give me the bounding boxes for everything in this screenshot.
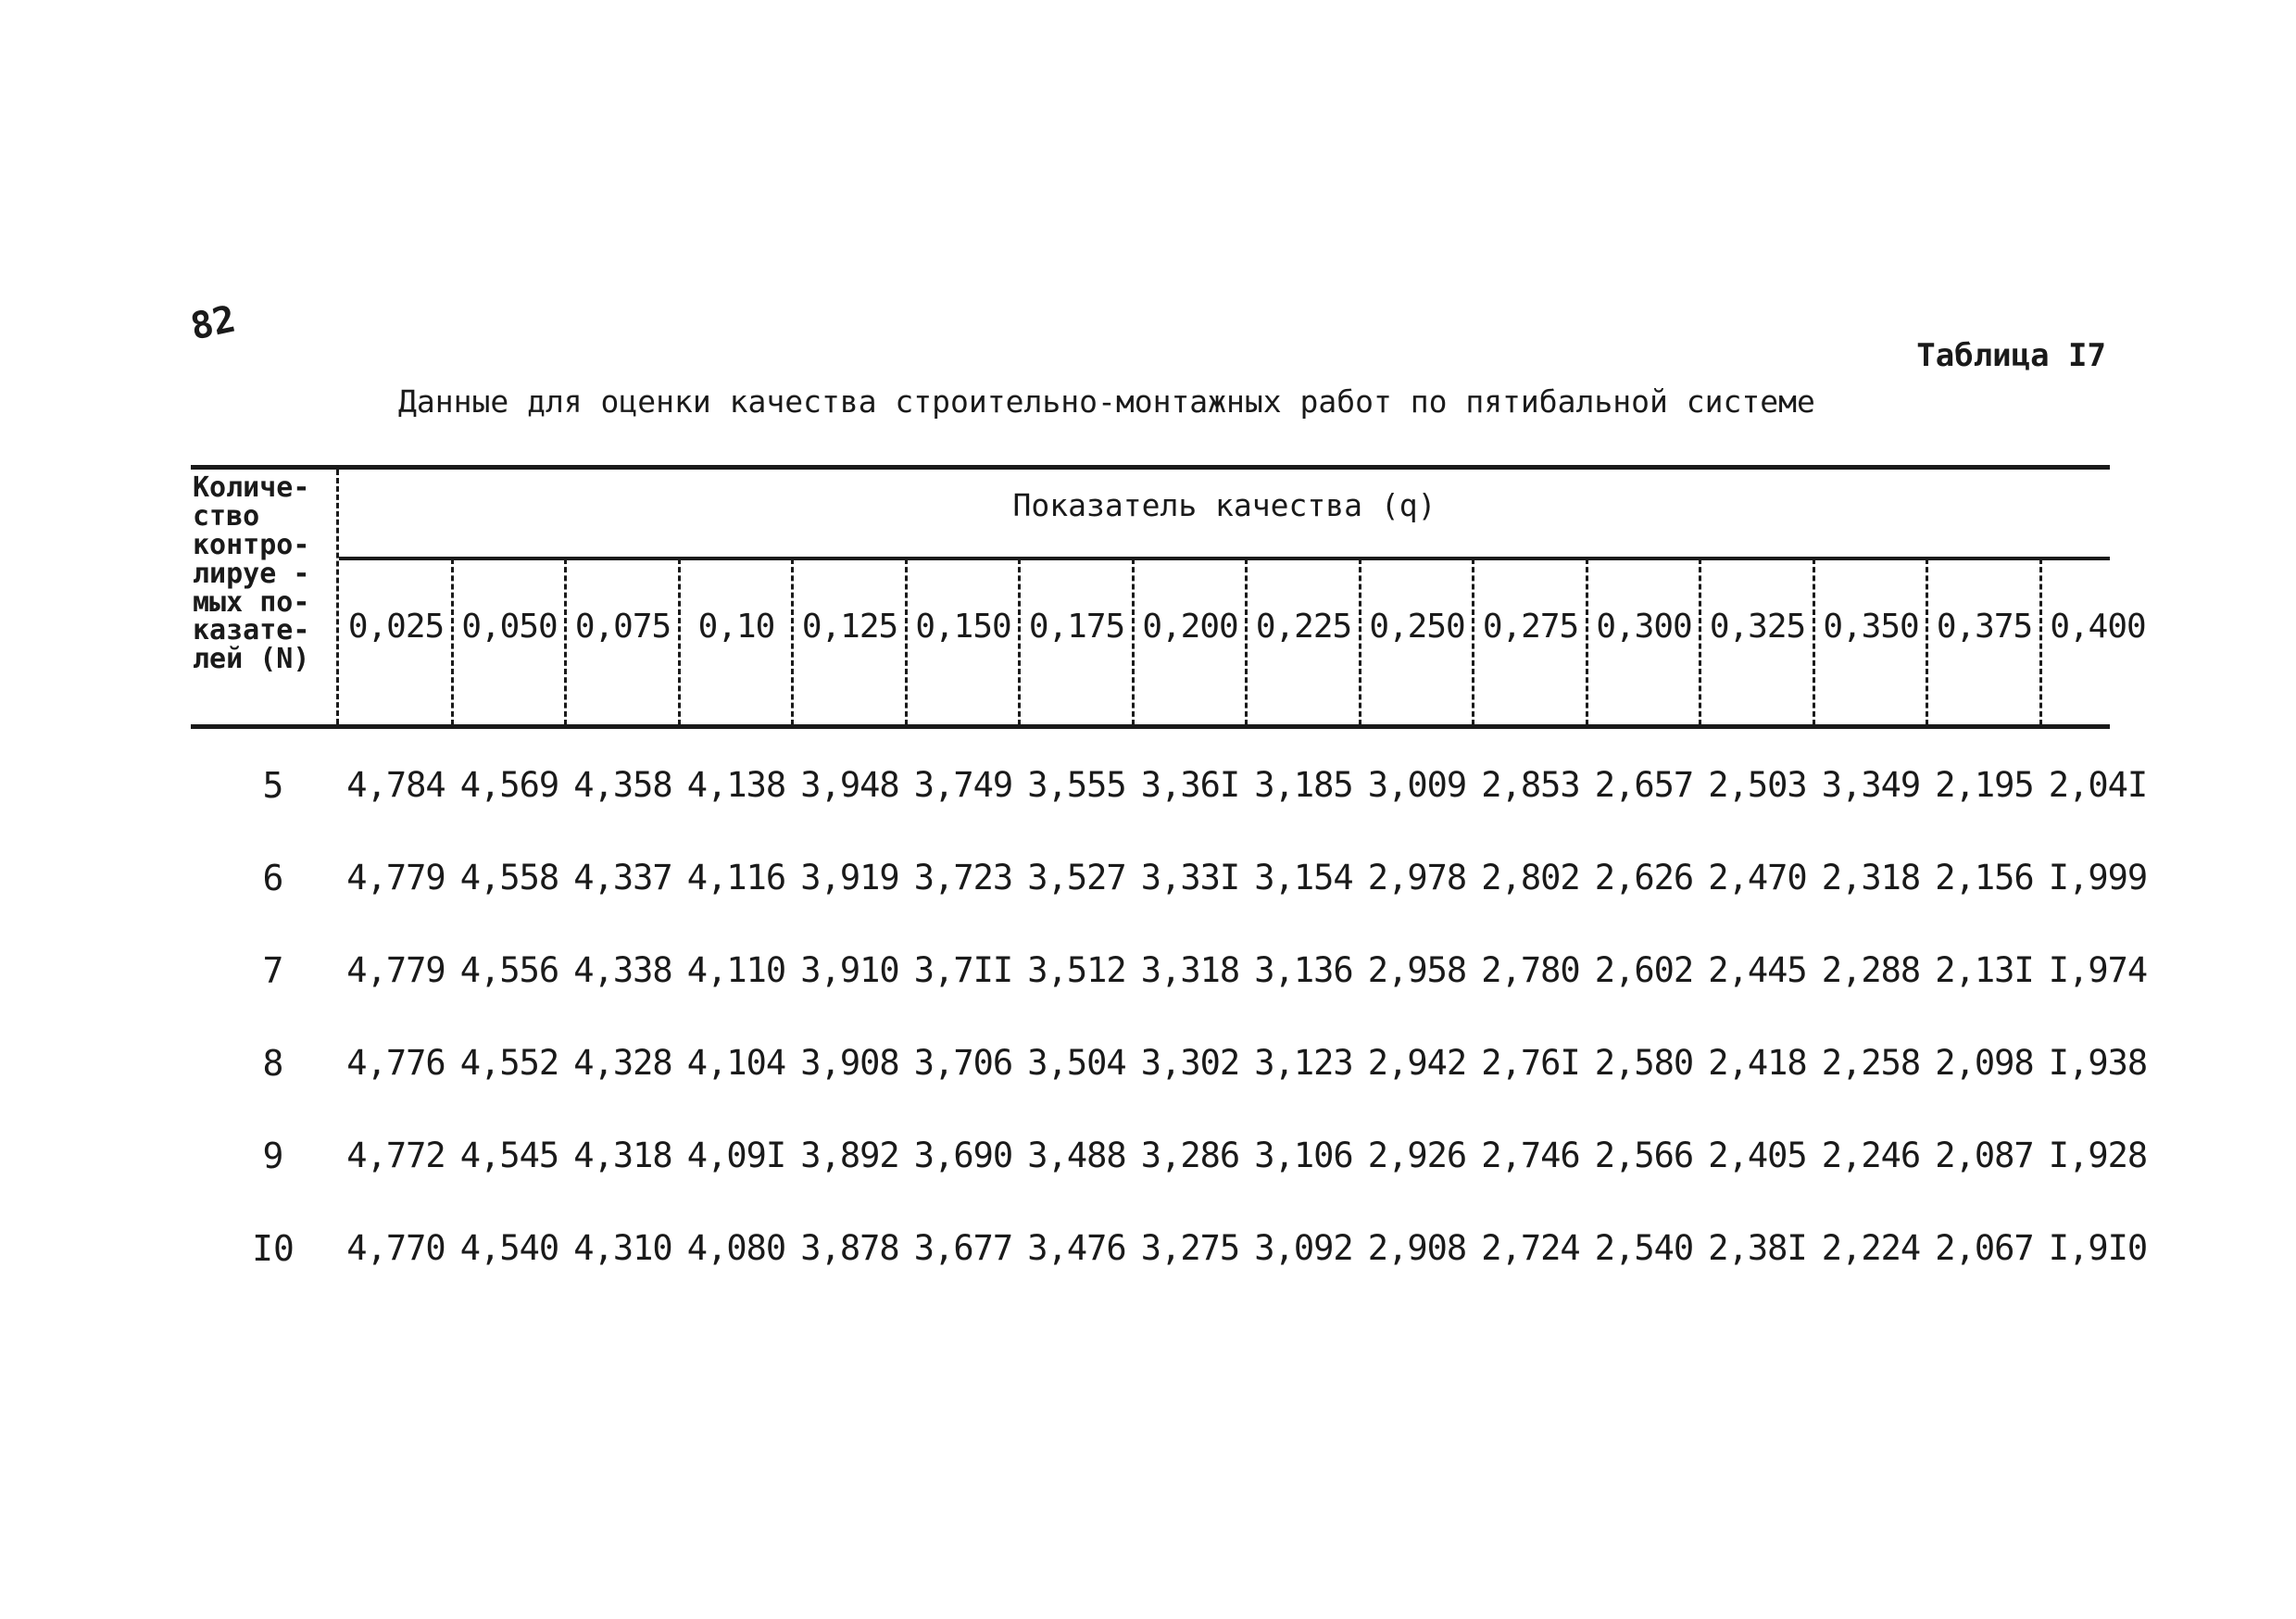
column-separator	[905, 558, 908, 725]
table-cell: 3,919	[800, 858, 899, 897]
table-cell: 3,677	[913, 1228, 1013, 1268]
table-cell: 3,123	[1254, 1043, 1353, 1083]
column-separator	[1699, 558, 1701, 725]
q-header-cell: 0,050	[461, 608, 558, 646]
table-cell: 2,540	[1594, 1228, 1694, 1268]
table-cell: 3,706	[913, 1043, 1013, 1083]
q-header-cell: 0,075	[574, 608, 671, 646]
table-cell: 3,009	[1367, 765, 1467, 805]
column-separator	[564, 558, 567, 725]
table-cell: 2,098	[1935, 1043, 2034, 1083]
table-header-divider	[339, 557, 2110, 560]
table-cell: 3,892	[800, 1136, 899, 1175]
table-cell: 3,092	[1254, 1228, 1353, 1268]
table-caption: Таблица I7	[1916, 337, 2106, 374]
table-cell: 4,545	[459, 1136, 559, 1175]
q-header-cell: 0,275	[1482, 608, 1579, 646]
q-header-cell: 0,375	[1936, 608, 2033, 646]
row-label: 7	[262, 950, 284, 991]
table-cell: 4,337	[573, 858, 672, 897]
table-cell: 2,853	[1481, 765, 1580, 805]
q-header-cell: 0,225	[1255, 608, 1352, 646]
table-cell: 2,626	[1594, 858, 1694, 897]
table-cell: 2,926	[1367, 1136, 1467, 1175]
table-cell: 3,318	[1140, 950, 1240, 990]
table-cell: 2,418	[1708, 1043, 1807, 1083]
table-cell: 3,476	[1027, 1228, 1126, 1268]
table-cell: 2,76I	[1481, 1043, 1580, 1083]
table-cell: 2,978	[1367, 858, 1467, 897]
table-cell: 4,138	[686, 765, 786, 805]
table-cell: 4,556	[459, 950, 559, 990]
table-cell: 2,958	[1367, 950, 1467, 990]
table-cell: 4,318	[573, 1136, 672, 1175]
table-top-rule	[191, 465, 2110, 470]
table-cell: 2,13I	[1935, 950, 2034, 990]
table-cell: 2,288	[1821, 950, 1921, 990]
table-cell: 2,195	[1935, 765, 2034, 805]
table-cell: 3,948	[800, 765, 899, 805]
table-cell: 3,36I	[1140, 765, 1240, 805]
table-cell: 4,338	[573, 950, 672, 990]
table-cell: 2,224	[1821, 1228, 1921, 1268]
table-cell: 4,110	[686, 950, 786, 990]
table-cell: 3,302	[1140, 1043, 1240, 1083]
q-header-cell: 0,125	[801, 608, 898, 646]
table-cell: 3,749	[913, 765, 1013, 805]
table-cell: I,938	[2048, 1043, 2148, 1083]
q-header-cell: 0,200	[1142, 608, 1238, 646]
table-cell: 3,512	[1027, 950, 1126, 990]
table-cell: 4,569	[459, 765, 559, 805]
table-cell: I,974	[2048, 950, 2148, 990]
table-cell: 2,258	[1821, 1043, 1921, 1083]
q-header-cell: 0,025	[347, 608, 445, 646]
column-separator	[2039, 558, 2042, 725]
column-separator	[1586, 558, 1588, 725]
q-header-cell: 0,250	[1369, 608, 1465, 646]
table-cell: 2,908	[1367, 1228, 1467, 1268]
q-header-cell: 0,300	[1596, 608, 1692, 646]
table-cell: 3,878	[800, 1228, 899, 1268]
table-cell: 2,04I	[2048, 765, 2148, 805]
column-separator	[1018, 558, 1021, 725]
table-cell: 3,723	[913, 858, 1013, 897]
table-cell: 3,7II	[913, 950, 1013, 990]
table-cell: 4,558	[459, 858, 559, 897]
table-cell: 2,780	[1481, 950, 1580, 990]
row-label: 5	[262, 765, 284, 806]
table-cell: 4,358	[573, 765, 672, 805]
table-cell: 3,286	[1140, 1136, 1240, 1175]
table-cell: 4,552	[459, 1043, 559, 1083]
page-number: 82	[186, 297, 240, 349]
group-header: Показатель качества (q)	[1012, 487, 1437, 523]
table-cell: 2,657	[1594, 765, 1694, 805]
q-header-cell: 0,175	[1028, 608, 1125, 646]
column-separator	[1813, 558, 1815, 725]
table-cell: 2,067	[1935, 1228, 2034, 1268]
table-cell: 2,580	[1594, 1043, 1694, 1083]
row-label: 9	[262, 1136, 284, 1176]
table-cell: 4,09I	[686, 1136, 786, 1175]
table-cell: 3,106	[1254, 1136, 1353, 1175]
column-separator	[1132, 558, 1135, 725]
table-cell: 3,33I	[1140, 858, 1240, 897]
column-separator	[1359, 558, 1361, 725]
table-cell: 2,746	[1481, 1136, 1580, 1175]
row-label: 8	[262, 1043, 284, 1084]
table-cell: 2,405	[1708, 1136, 1807, 1175]
table-cell: 2,503	[1708, 765, 1807, 805]
table-header-bottom-rule	[191, 724, 2110, 729]
column-separator	[678, 558, 681, 725]
table-cell: 4,779	[346, 950, 445, 990]
table-cell: 4,328	[573, 1043, 672, 1083]
table-cell: 4,116	[686, 858, 786, 897]
table-cell: 3,349	[1821, 765, 1921, 805]
table-cell: 2,38I	[1708, 1228, 1807, 1268]
table-cell: 4,770	[346, 1228, 445, 1268]
column-separator	[1472, 558, 1474, 725]
table-cell: 2,318	[1821, 858, 1921, 897]
q-header-cell: 0,350	[1823, 608, 1919, 646]
table-cell: 3,136	[1254, 950, 1353, 990]
table-cell: 4,540	[459, 1228, 559, 1268]
table-cell: 3,275	[1140, 1228, 1240, 1268]
table-cell: 2,942	[1367, 1043, 1467, 1083]
table-cell: 4,776	[346, 1043, 445, 1083]
table-cell: I,928	[2048, 1136, 2148, 1175]
table-cell: 2,156	[1935, 858, 2034, 897]
column-separator	[1245, 558, 1248, 725]
table-cell: 3,555	[1027, 765, 1126, 805]
column-separator	[1926, 558, 1928, 725]
row-label: I0	[252, 1228, 295, 1269]
table-cell: 3,504	[1027, 1043, 1126, 1083]
column-separator	[451, 558, 454, 725]
table-cell: 2,246	[1821, 1136, 1921, 1175]
table-cell: 2,470	[1708, 858, 1807, 897]
q-header-cell: 0,400	[2050, 608, 2146, 646]
column-separator	[791, 558, 794, 725]
table-cell: 4,772	[346, 1136, 445, 1175]
table-cell: 2,724	[1481, 1228, 1580, 1268]
table-cell: 4,080	[686, 1228, 786, 1268]
table-cell: 2,087	[1935, 1136, 2034, 1175]
table-cell: 3,690	[913, 1136, 1013, 1175]
table-cell: 3,527	[1027, 858, 1126, 897]
table-cell: 2,445	[1708, 950, 1807, 990]
table-cell: 2,602	[1594, 950, 1694, 990]
table-cell: 3,908	[800, 1043, 899, 1083]
table-cell: 3,488	[1027, 1136, 1126, 1175]
q-header-cell: 0,150	[915, 608, 1011, 646]
table-cell: 3,185	[1254, 765, 1353, 805]
table-cell: 2,566	[1594, 1136, 1694, 1175]
table-cell: 2,802	[1481, 858, 1580, 897]
table-cell: 3,910	[800, 950, 899, 990]
q-header-cell: 0,10	[697, 608, 775, 646]
table-cell: 4,784	[346, 765, 445, 805]
table-cell: 4,104	[686, 1043, 786, 1083]
q-header-cell: 0,325	[1709, 608, 1806, 646]
row-label: 6	[262, 858, 284, 898]
table-cell: 4,779	[346, 858, 445, 897]
table-cell: I,9I0	[2048, 1228, 2148, 1268]
table-cell: 4,310	[573, 1228, 672, 1268]
stub-header: Количе- ство контро- лируе - мых по- казате- лей (N)	[193, 471, 310, 676]
table-cell: 3,154	[1254, 858, 1353, 897]
table-cell: I,999	[2048, 858, 2148, 897]
document-title: Данные для оценки качества строительно-монтажных работ по пятибальной системе	[398, 383, 1815, 420]
